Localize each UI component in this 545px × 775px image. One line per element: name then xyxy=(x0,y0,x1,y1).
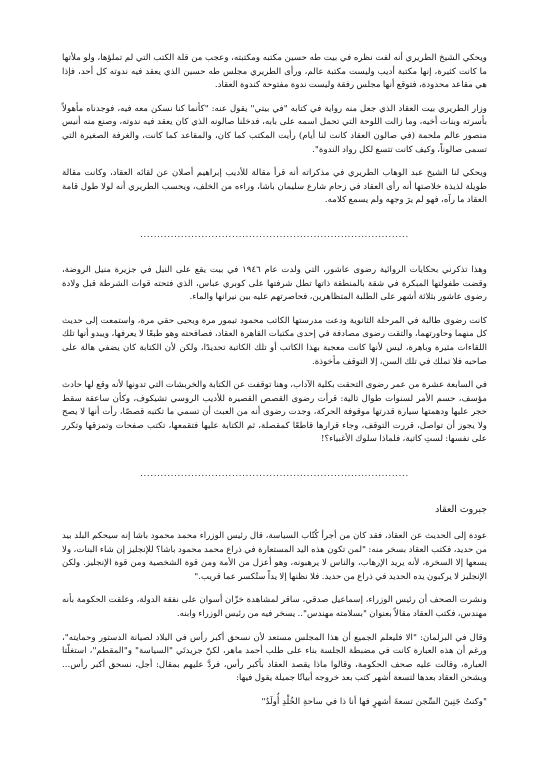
poetry-verse: "وكنتُ جَنِينَ السِّجن تسعةَ أشهرٍ فها أنا ذا في ساحةِ الخُلْدِ أُولَدُ" xyxy=(261,697,487,707)
section-radwa-ashour xyxy=(62,264,487,447)
section-aqqad-might xyxy=(62,503,487,709)
paragraph: ويحكي الشيخ الطريري أنه لفت نظره في بيت طه حسين مكتبه ومكتبته، وعجب من قلة الكتب التي لم تملؤها، ولو ملأتها ما كانت كثيرة، إنها مكتبة أديب وليست مكتبة عالم، ورأى الطريري مجلس طه حسين الذي يعقد فيه ندوته كل أحد، فإذا هي مقاعد محدودة، فتوقع أنها مجلس رفقة وليست ندوة مفتوحة كندوة العقاد. xyxy=(62,53,487,91)
section-taha-hussein-aqqad xyxy=(62,52,487,208)
section-heading: جبروت العقاد xyxy=(435,504,487,516)
paragraph: عودة إلى الحديث عن العقاد، فقد كان من أجرأ كُتّاب السياسة، قال رئيس الوزراء محمد محمود باشا إنه سيحكم البلد بيد من حديد، فكتب العقاد بسخر منه: "لمن تكون هذه اليد المستعارة في ذراع محمد محمود باشا؟ للإنجليز إن شاء البنات، ولا يسعها إلا السخرة، لأنه يريد الإرهاب، والناس لا يرهبونه، وهو أعزل من الأمة ومن قوة الشخصية ومن قوة الإنجليز. ولكن الإنجليز لا يركبون يده الحديد في ذراع من حديد. فلا نظنها إلا يداً ستُكسر عما قريب." xyxy=(62,531,487,582)
paragraph: وزار الطريري بيت العقاد الذي جعل منه رواية في كتابه "في بيتي" يقول عنه: "كأنما كنا نسكن معه فيه، فوجدناه مأهولاً بأسرته وبنات أخيه، وما زالت اللوحة التي تحمل اسمه على بابه، فدخلنا صالونه الذي كان يعقد فيه ندوته، وصنع منه أنيس منصور عالم ملحمة (في صالون العقاد كانت لنا أيام) رأيت المكتب كما كان، والمقاعد كما كانت، والغرفة الصغيرة التي تسمى صالوناً، وكيف كانت تتسع لكل رواد الندوة". xyxy=(62,103,487,155)
paragraph: ويحكي لنا الشيخ عبد الوهاب الطريري في مذكراته أنه قرأ مقالة للأديب إبراهيم أصلان عن لقائه العقاد، وكانت مقالة طويلة لذيذة خلاصتها أنه رأى العقاد في زحام شارع سليمان باشا، وراءه من الخلف، ويحسب الطريري أنه لولا طول قامة العقاد ما رآه، فهو لم يرَ وجهه ولم يسمع كلامه. xyxy=(62,168,487,206)
dotted-separator: ............................................................................... xyxy=(140,229,409,240)
paragraph: في السابعة عشرة من عمر رضوى التحقت بكلية الآداب، وهنا توقفت عن الكتابة والخربشات التي تدونها لأنه وقع لها حادث مؤسف، حسم الأمر لسنوات طوال تالية: قرأت رضوى القصص القصيرة للأديب الروسي تشيكوف، وكأن ساعقة سقط حجر عليها ودهمتها سيارة قدرتها موقوفة الحركة، وجدت رضوى أنه من العبث أن تسمي ما تكتبه قصصًا، رأت أنها لا يصح ولا يجوز أن تواصل، قررت التوقف، وجاء قرارها قاطعًا كمقصلة، ثم الكتابة عليها فتقمعها، تكتب صفحات وتمزقها وتكرر على نفسها: لستِ كاتبة، فلماذا سلوك الأغبياء؟! xyxy=(62,380,487,445)
paragraph: وهذا تذكرني بحكايات الروائية رضوى عاشور، التي ولدت عام ١٩٤٦ في بيت يقع على النيل في جزيرة منيل الروضة، وقضت طفولتها المبكرة في شقة بالمنطقة ذاتها تطل شرفتها على كوبري عباس، الذي فتحته قوات الشرطة قبل ولادة رضوى عاشور بثلاثة أشهر على الطلبة المتظاهرين، فحاصرتهم عليه بين نيرانها والماء. xyxy=(62,264,488,303)
dotted-separator: ............................................................................... xyxy=(140,469,409,480)
paragraph: وقال في البرلمان: "الا فليعلم الجميع أن هذا المجلس مستعد لأن نسحق أكبر رأس في البلاد لصيانة الدستور وحمايته"، ورغم أن هذه العبارة كانت في مضبطة الجلسة بناء على طلب أحمد ماهر، لكنّ جريدتَي "السياسة" و"المقطم"، استغلّتا العبارة، وقالت عليه صحف الحكومة، وقالوا ماذا يقصد العقاد بأكبر رأس، فردَّ عليهم بمقال: أجل، نسحق أكبر رأس... ويشحن العقاد بعدها لتسعة أشهر كتب بعد خروجه أبياتًا جميلة يقول فيها: xyxy=(62,632,487,684)
paragraph: ونشرت الصحف أن رئيس الوزراء، إسماعيل صدقي، ساقر لمشاهدة خزّان أسوان على نفقة الدولة، وعلقت الحكومة بأنه مهندس، فكتب العقاد مقالاً بعنوان "بسلامته مهندس".. يسخر فيه من رئيس الوزراء وابنه. xyxy=(62,595,487,620)
paragraph: كانت رضوى طالبة في المرحلة الثانوية ودعت مدرستها الكاتب محمود تيمور مرة ويحيى حقي مرة، واستمعت إلى حديث كل منهما وحاورتهما، والتقت رضوى مصادفة في إحدى مكتبات القاهرة العقاد، فصافحته وهو طبعًا لا يعرفها، ويبدو أنها تلك اللقاءات مثيرة وباهرة، ليس لأنها كانت معجبة بهذا الكاتب أو تلك الكاتبة تحديدًا، ولكن لأن الكتابة كان يضفي هالة على صاحبه فلا تملك في تلك السن، إلا التوقف مأخوذة. xyxy=(62,315,487,367)
